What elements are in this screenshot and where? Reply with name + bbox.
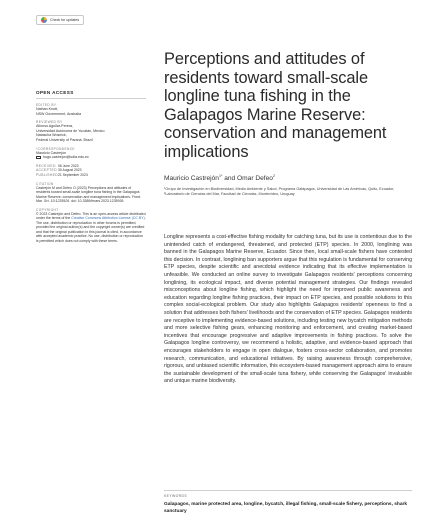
copyright-label: COPYRIGHT xyxy=(36,207,59,212)
sidebar xyxy=(36,10,146,243)
correspondence-email[interactable]: hugo.castrejon@udla.edu.ec xyxy=(43,155,89,160)
date-published: PUBLISHED21 September 2023 xyxy=(36,172,88,177)
copyright: © 2023 Castrejón and Defeo. This is an open-access article distributed under the terms of the Creative Commons Attribution License (CC BY). The use, distribution or reproduction in other forums is permitted, provided the original author(s) and the copyright owner(s) are credited and that the original publication in this journal is cited, in accordance with accepted academic practice. No use, distribution or reproduction is permitted which does not comply with these terms. xyxy=(36,211,146,243)
correspondence-email-line[interactable] xyxy=(36,155,146,160)
date-accepted: ACCEPTED30 August 2023 xyxy=(36,168,82,173)
author-castrejon[interactable]: Mauricio Castrejón xyxy=(164,174,219,182)
article-title: Perceptions and attitudes of residents toward small-scale longline tuna fishing in the Galapagos Marine Reserve: conservation and management implications xyxy=(164,50,387,161)
keywords-label: KEYWORDS xyxy=(164,494,187,498)
citation: Castrejón M and Defeo O (2023) Perceptions and attitudes of residents toward small-scale longline tuna fishing in the Galapagos Marine Reserve: conservation and management implications. Front. Mar. Sci. 10:1235926. doi: 10.3389/fmars.2023.1235926 xyxy=(36,185,142,204)
edited-by-label: EDITED BY xyxy=(36,103,57,107)
keywords: Galapagos, marine protected area, longline, bycatch, illegal fishing, small-scale fishery, perceptions, shark sanctuary xyxy=(164,502,408,514)
crossmark-icon xyxy=(41,17,47,23)
divider xyxy=(164,490,412,491)
divider xyxy=(36,98,146,99)
abstract: Longline represents a cost-effective fishing modality for catching tuna, but its use is contentious due to the unintended catch of endangered, threatened, and protected (ETP) species. In 2000, longlining was banned in the Galapagos Marine Reserve, Ecuador. Since then, local small-scale fishers have contested this decision. In contrast, longlining ban supporters argue that this regulation is fundamental for conserving ETP species, despite scientific and anecdotal evidence indicating that its effective implementation is unfeasible. We conducted an online survey to investigate Galapagos residents' perceptions concerning longlining, its ecological impact, and diverse potential management strategies. Our findings revealed misconceptions about longline fishing, which highlight the need for improved public awareness and education regarding longline fishing practices, their impact on ETP species, and possible solutions to this complex social-ecological problem. Our study also highlights Galapagos residents' openness to find a solution that addresses both fishers' livelihoods and the conservation of ETP species. Galapagos residents are receptive to implementing evidence-based solutions, including testing new bycatch mitigation methods and more selective fishing gears, enhancing monitoring and enforcement, and creating market-based incentives that encourage progressive and adaptive improvements in fishing practices. To solve the Galapagos longline controversy, we recommend a holistic, adaptive, and evidence-based approach that encourages stakeholders to engage in open dialogue, fosters cross-sector collaboration, and promotes research, communication, and educational initiatives. By raising awareness through comprehensive, rigorous, and unbiased scientific information, this ecosystem-based management approach aims to ensure the sustainable development of the small-scale tuna fishery, while conserving the Galapagos' invaluable and unique marine biodiversity. xyxy=(164,234,412,385)
reviewed-by-label: REVIEWED BY xyxy=(36,120,63,125)
authors: Mauricio Castrejón$^{1*}$ and Omar Defeo$^2$ xyxy=(164,173,275,182)
citation-label: CITATION xyxy=(36,181,54,186)
edited-by: Nathan Knott, NSW Government, Australia xyxy=(36,107,81,116)
correspondence-label: *CORRESPONDENCE xyxy=(36,146,75,151)
license-link[interactable]: Creative Commons Attribution License (CC BY) xyxy=(71,216,145,221)
article-header xyxy=(164,0,414,197)
envelope-icon xyxy=(36,156,41,160)
correspondence-name: Mauricio Castrejón xyxy=(36,150,66,155)
open-access-label: OPEN ACCESS xyxy=(36,90,74,95)
check-updates-button[interactable] xyxy=(36,15,84,25)
dates xyxy=(36,164,146,178)
affiliations: ¹Grupo de Investigación en Biodiversidad, Medio Ambiente y Salud, Programa Galápagos, Universidad de Las Américas, Quito, Ecuador, ²Laboratorio de Ciencias del Mar, Facultad de Ciencias, Montevideo, Uruguay xyxy=(164,186,395,196)
date-received: RECEIVED 06 June 2023 xyxy=(36,163,79,168)
reviewed-by: Alfonso Aguilar-Perera, Universidad Autónoma de Yucatán, Mexico Natascha Wosnick, Federal University of Paraná, Brazil xyxy=(36,124,105,142)
check-updates-label: Check for updates xyxy=(50,18,80,22)
author-defeo[interactable]: Omar Defeo xyxy=(237,174,273,182)
